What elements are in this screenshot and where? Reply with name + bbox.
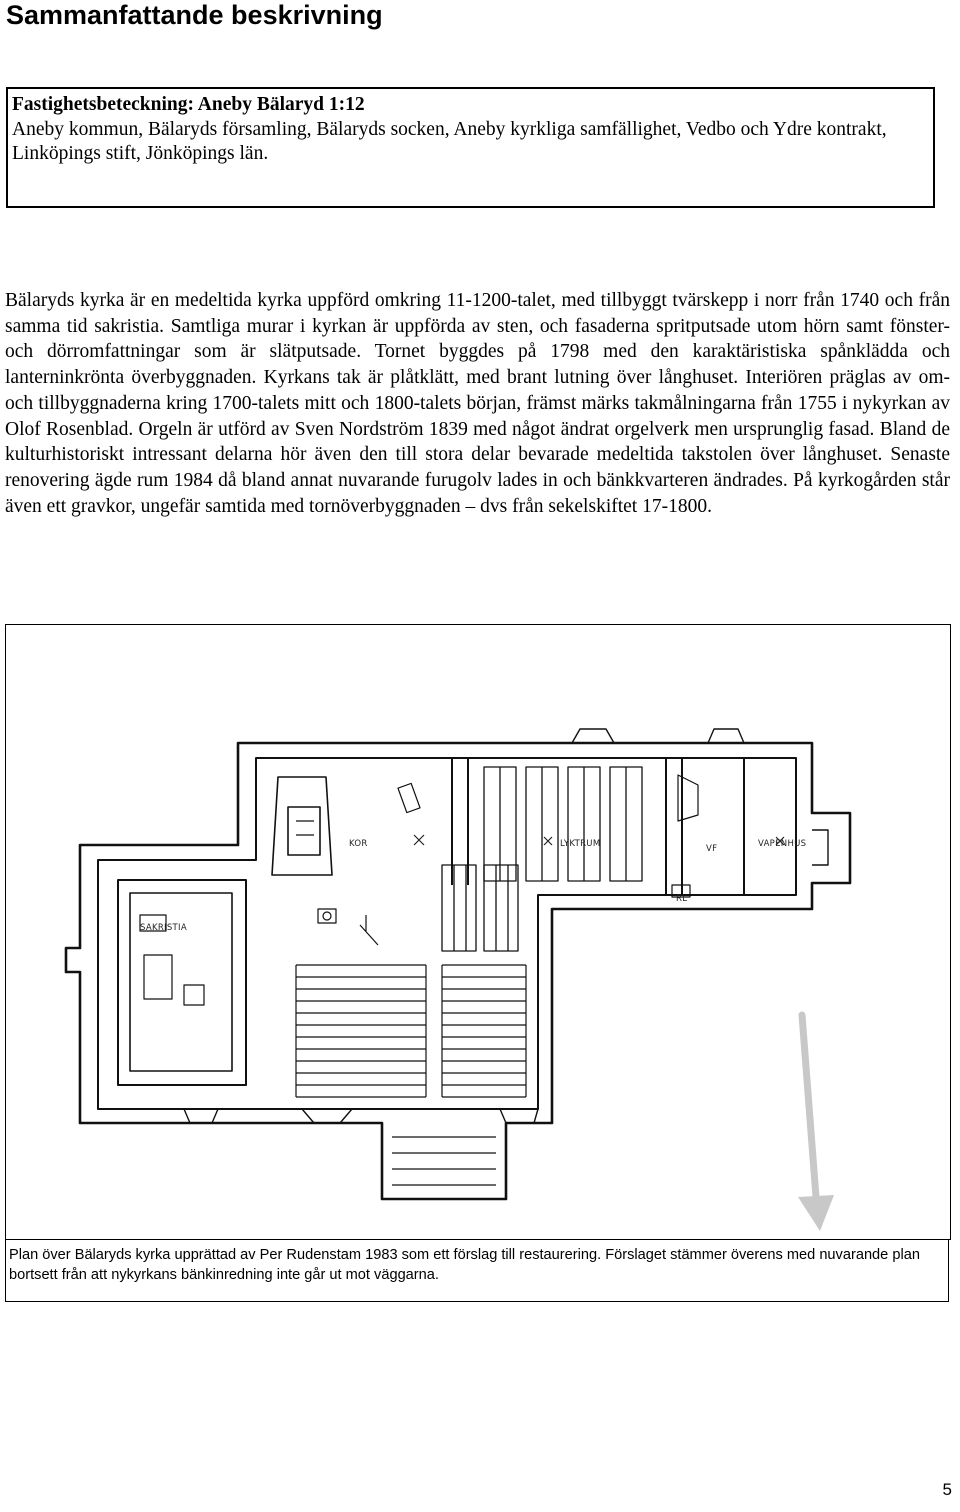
label-lyktrum: LYKTRUM (560, 839, 601, 849)
page-heading: Sammanfattande beskrivning (6, 0, 383, 30)
label-vapenhus: VAPENHUS (758, 839, 807, 849)
summary-paragraph: Bälaryds kyrka är en medeltida kyrka uppförd omkring 11-1200-talet, med tillbyggt tvärskepp i norr från 1740 och från samma tid sakristia. Samtliga murar i kyrkan är uppförda av sten, och fasaderna spritputsade utom hörn samt fönster- och dörromfattningar som är slätputsade. Tornet byggdes på 1798 med den karaktäristiska spånklädda och lanterninkrönta överbyggnaden. Kyrkans tak är plåtklätt, med brant lutning över långhuset. Interiören präglas av om- och tillbyggnaderna kring 1700-talets mitt och 1800-talets början, främst märks takmålningarna från 1755 i nykyrkan av Olof Rosenblad. Orgeln är utförd av Sven Nordström 1839 med något ändrat orgelverk men ursprunglig fasad. Bland de kulturhistoriskt intressant delarna hör även den till stora delar bevarade medeltida takstolen över långhuset. Senaste renovering ägde rum 1984 då bland annat nuvarande furugolv lades in och bänkkvarteren ändrades. På kyrkogården står även ett gravkor, ungefär samtida med tornöverbyggnaden – dvs från sekelskiftet 17-1800. (5, 290, 950, 517)
property-info-box (6, 87, 935, 208)
property-title: Fastighetsbeteckning: Aneby Bälaryd 1:12 (12, 94, 365, 115)
label-vf: VF (706, 844, 718, 854)
figure-caption: Plan över Bälaryds kyrka upprättad av Per Rudenstam 1983 som ett förslag till restaurering. Förslaget stämmer överens med nuvarande plan bortsett från att nykyrkans bänkinredning inte går ut mot väggarna. (5, 1240, 949, 1302)
arrow-down-icon (798, 1015, 834, 1231)
church-floor-plan-figure (5, 624, 951, 1240)
floor-plan-drawing (6, 625, 950, 1239)
label-sakristia: SAKRISTIA (140, 923, 187, 933)
page-number: 5 (942, 1480, 952, 1499)
label-kor: KOR (349, 839, 368, 849)
label-rl: RL (676, 894, 688, 904)
property-description: Aneby kommun, Bälaryds församling, Bälaryds socken, Aneby kyrkliga samfällighet, Vedbo och Ydre kontrakt, Linköpings stift, Jönköpings län. (12, 118, 887, 164)
